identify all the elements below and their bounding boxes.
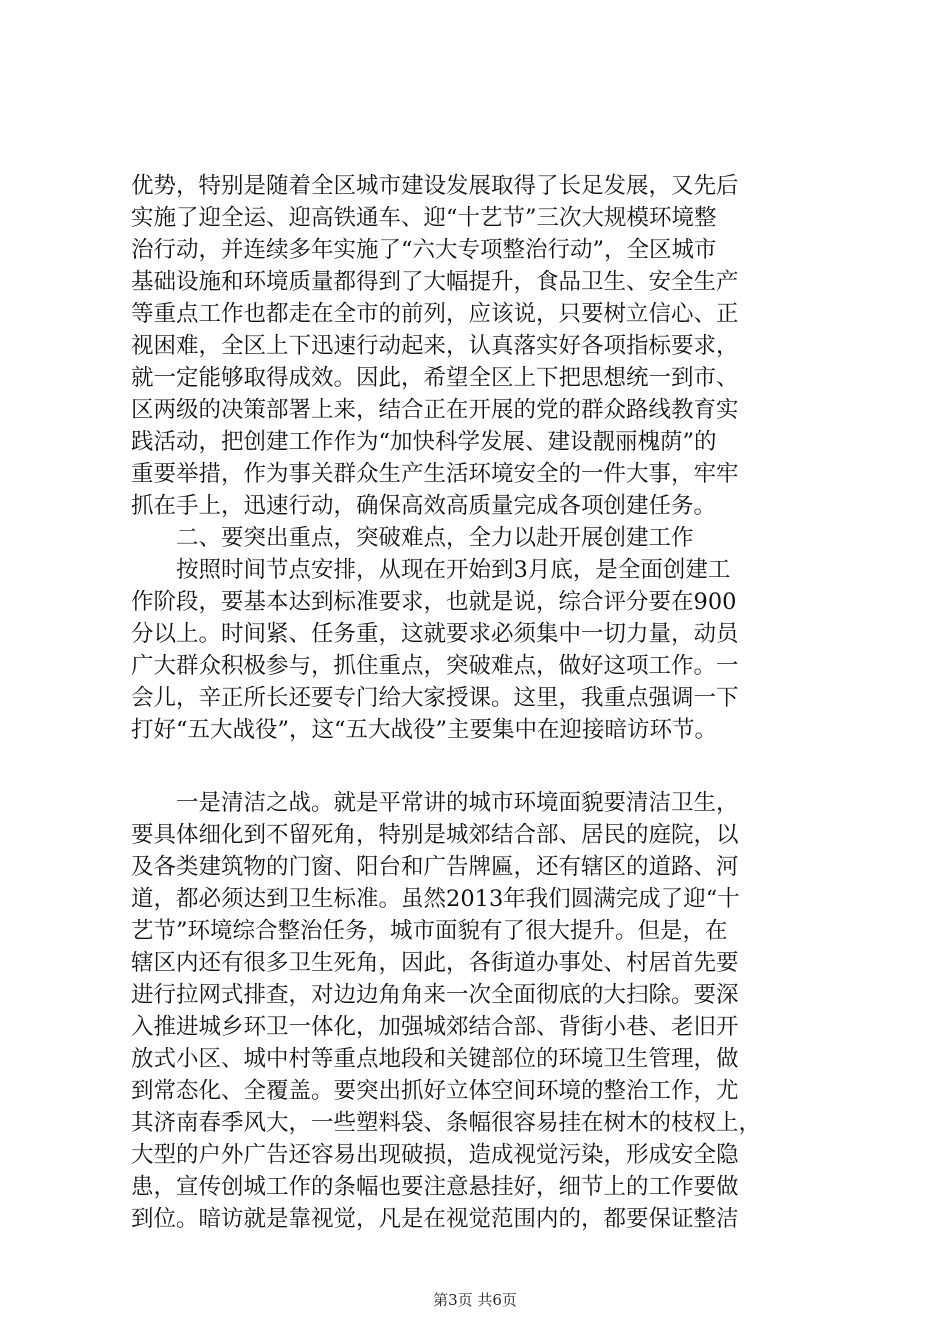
text-line: 放式小区、城中村等重点地段和关键部位的环境卫生管理，做 xyxy=(131,1046,739,1072)
text-line: 优势，特别是随着全区城市建设发展取得了长足发展，又先后 xyxy=(131,173,739,199)
text-line: 入推进城乡环卫一体化，加强城郊结合部、背街小巷、老旧开 xyxy=(131,1014,739,1040)
text-line: 大型的户外广告还容易出现破损，造成视觉污染，形成安全隐 xyxy=(131,1142,739,1168)
text-line: 进行拉网式排查，对边边角角来一次全面彻底的大扫除。要深 xyxy=(131,982,739,1008)
section-heading: 二、要突出重点，突破难点，全力以赴开展创建工作 xyxy=(176,525,694,551)
text-line: 实施了迎全运、迎高铁通车、迎“十艺节”三次大规模环境整 xyxy=(131,205,717,231)
text-line: 分以上。时间紧、任务重，这就要求必须集中一切力量，动员 xyxy=(131,621,739,647)
text-line: 按照时间节点安排，从现在开始到3月底，是全面创建工 xyxy=(176,557,731,583)
text-line: 艺节”环境综合整治任务，城市面貌有了很大提升。但是，在 xyxy=(131,918,728,944)
text-line: 辖区内还有很多卫生死角，因此，各街道办事处、村居首先要 xyxy=(131,950,739,976)
text-line: 作阶段，要基本达到标准要求，也就是说，综合评分要在900 xyxy=(131,589,737,615)
text-line: 患，宣传创城工作的条幅也要注意悬挂好，细节上的工作要做 xyxy=(131,1174,739,1200)
text-line: 视困难，全区上下迅速行动起来，认真落实好各项指标要求， xyxy=(131,333,739,359)
text-line: 区两级的决策部署上来，结合正在开展的党的群众路线教育实 xyxy=(131,397,739,423)
text-line: 打好“五大战役”，这“五大战役”主要集中在迎接暗访环节。 xyxy=(131,717,718,743)
text-line: 要具体细化到不留死角，特别是城郊结合部、居民的庭院，以 xyxy=(131,822,739,848)
text-line: 及各类建筑物的门窗、阳台和广告牌匾，还有辖区的道路、河 xyxy=(131,854,739,880)
text-line: 治行动，并连续多年实施了“六大专项整治行动”，全区城市 xyxy=(131,237,717,263)
text-line: 会儿，辛正所长还要专门给大家授课。这里，我重点强调一下 xyxy=(131,685,739,711)
text-line: 就一定能够取得成效。因此，希望全区上下把思想统一到市、 xyxy=(131,365,739,391)
text-line: 广大群众积极参与，抓住重点，突破难点，做好这项工作。一 xyxy=(131,653,739,679)
text-line: 到位。暗访就是靠视觉，凡是在视觉范围内的，都要保证整洁 xyxy=(131,1206,739,1232)
text-line: 重要举措，作为事关群众生产生活环境安全的一件大事，牢牢 xyxy=(131,461,739,487)
text-line: 践活动，把创建工作作为“加快科学发展、建设靓丽槐荫”的 xyxy=(131,429,717,455)
text-line: 道，都必须达到卫生标准。虽然2013年我们圆满完成了迎“十 xyxy=(131,886,740,912)
text-line: 到常态化、全覆盖。要突出抓好立体空间环境的整治工作，尤 xyxy=(131,1078,739,1104)
text-line: 一是清洁之战。就是平常讲的城市环境面貌要清洁卫生， xyxy=(176,790,739,816)
text-line: 其济南春季风大，一些塑料袋、条幅很容易挂在树木的枝杈上， xyxy=(131,1110,762,1136)
text-line: 抓在手上，迅速行动，确保高效高质量完成各项创建任务。 xyxy=(131,493,717,519)
text-line: 基础设施和环境质量都得到了大幅提升，食品卫生、安全生产 xyxy=(131,269,739,295)
text-line: 等重点工作也都走在全市的前列，应该说，只要树立信心、正 xyxy=(131,301,739,327)
page-number-footer: 第3页 共6页 xyxy=(433,1291,517,1309)
